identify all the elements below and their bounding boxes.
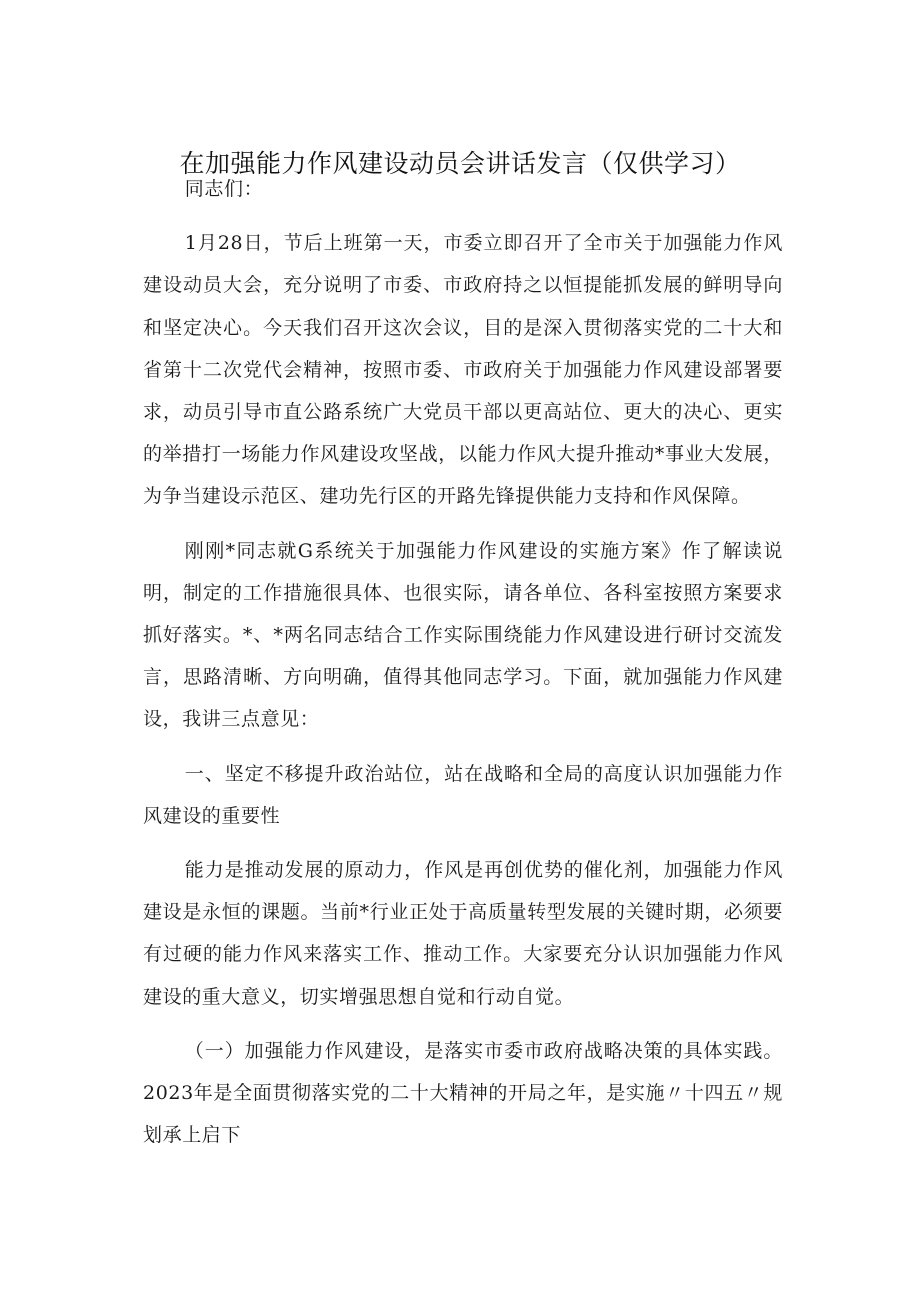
paragraph-importance: 能力是推动发展的原动力，作风是再创优势的催化剂，加强能力作风建设是永恒的课题。当前*行业正处于高质量转型发展的关键时期，必须要有过硬的能力作风来落实工作、推动工作。大家要充分认识加强能力作风建设的重大意义，切实增强思想自觉和行动自觉。: [143, 859, 783, 1008]
subsection-one: （一）加强能力作风建设，是落实市委市政府战略决策的具体实践。2023年是全面贯彻落实党的二十大精神的开局之年，是实施〃十四五〃规划承上启下: [143, 1039, 783, 1147]
paragraph-opening: 1月28日，节后上班第一天，市委立即召开了全市关于加强能力作风建设动员大会，充分说明了市委、市政府持之以恒提能抓发展的鲜明导向和坚定决心。今天我们召开这次会议，目的是深入贯彻落实党的二十大和省第十二次党代会精神，按照市委、市政府关于加强能力作风建设部署要求，动员引导市直公路系统广大党员干部以更高站位、更大的决心、更实的举措打一场能力作风建设攻坚战，以能力作风大提升推动*事业大发展，为争当建设示范区、建功先行区的开路先锋提供能力支持和作风保障。: [143, 232, 783, 508]
paragraph-gap: [143, 837, 783, 849]
greeting: 同志们：: [184, 178, 264, 200]
paragraph-gap: [143, 210, 783, 222]
paragraph-gap: [143, 1018, 783, 1030]
paragraph-review: 刚刚*同志就G系统关于加强能力作风建设的实施方案》作了解读说明，制定的工作措施很具体、也很实际，请各单位、各科室按照方案要求抓好落实。*、*两名同志结合工作实际围绕能力作风建设进行研讨交流发言，思路清晰、方向明确，值得其他同志学习。下面，就加强能力作风建设，我讲三点意见：: [143, 539, 783, 731]
paragraph-gap: [143, 518, 783, 530]
section-heading-one: 一、坚定不移提升政治站位，站在战略和全局的高度认识加强能力作风建设的重要性: [143, 762, 783, 827]
paragraph-gap: [143, 741, 783, 753]
document-title: 在加强能力作风建设动员会讲话发言（仅供学习）: [179, 149, 741, 178]
document-body: [143, 168, 783, 1156]
